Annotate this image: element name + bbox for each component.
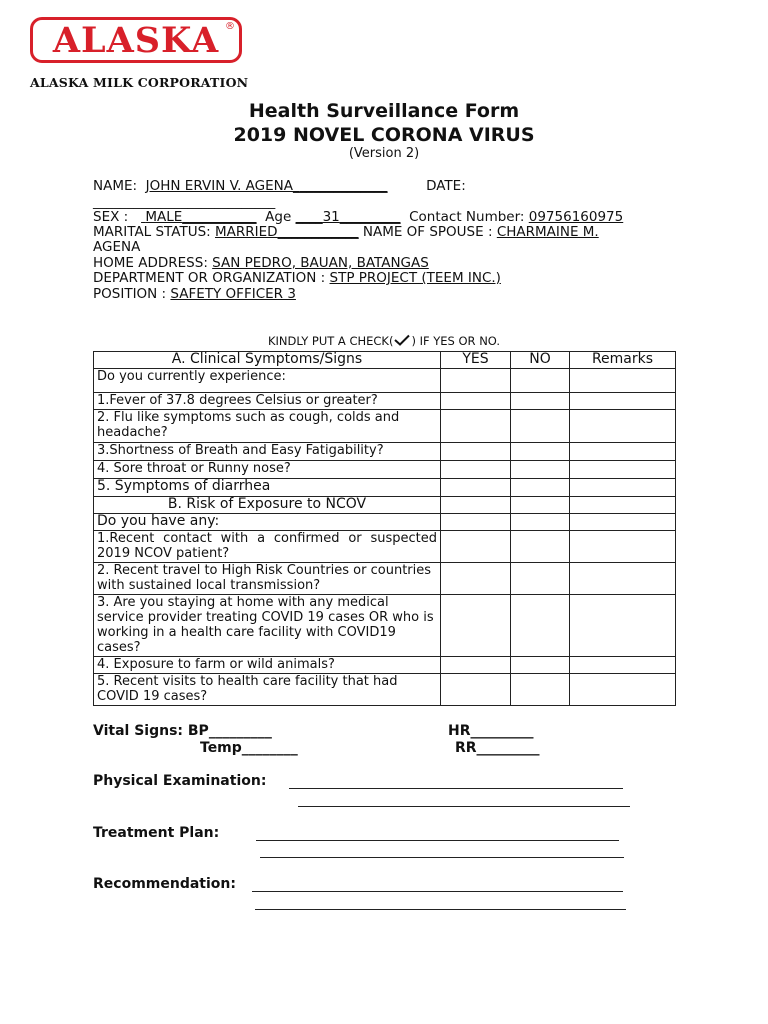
question-text: 4. Sore throat or Runny nose? <box>94 461 441 479</box>
alaska-logo <box>30 17 242 63</box>
position-label: POSITION : <box>93 286 167 302</box>
yes-cell[interactable] <box>441 563 511 595</box>
vital-signs-label: Vital Signs: <box>93 723 184 739</box>
address-field[interactable]: SAN PEDRO, BAUAN, BATANGAS <box>212 255 429 271</box>
question-text: 1.Fever of 37.8 degrees Celsius or greater? <box>94 393 441 410</box>
logo-registered-mark: ® <box>225 21 235 32</box>
yes-cell[interactable] <box>441 443 511 461</box>
age-field[interactable] <box>296 209 401 225</box>
question-text: 4. Exposure to farm or wild animals? <box>94 657 441 674</box>
question-text: 1.Recent contact with a confirmed or suspected 2019 NCOV patient? <box>94 531 441 563</box>
remarks-cell[interactable] <box>570 674 676 706</box>
name-value: JOHN ERVIN V. AGENA <box>145 178 293 194</box>
department-label: DEPARTMENT OR ORGANIZATION : <box>93 270 326 286</box>
name-blank: _____________ <box>299 178 388 194</box>
age-value: 31 <box>322 209 340 225</box>
table-row <box>94 393 676 410</box>
recommendation-line-1[interactable] <box>252 891 623 892</box>
sex-label: SEX : <box>93 209 129 225</box>
no-cell[interactable] <box>511 410 570 443</box>
marital-blank: ____________ <box>277 224 359 240</box>
remarks-cell[interactable] <box>570 410 676 443</box>
marital-label: MARITAL STATUS: <box>93 224 211 240</box>
table-row <box>94 443 676 461</box>
check-instruction <box>0 334 768 348</box>
spouse-field[interactable]: CHARMAINE M. <box>496 224 599 240</box>
remarks-cell[interactable] <box>570 514 676 531</box>
name-field[interactable]: JOHN ERVIN V. AGENA______________ <box>145 178 388 194</box>
table-header-row <box>94 352 676 369</box>
hr-field[interactable]: HR_________ <box>448 723 534 739</box>
form-title: Health Surveillance Form <box>248 100 520 122</box>
date-field[interactable]: ___________________________ <box>93 194 276 210</box>
address-row <box>93 255 429 271</box>
question-text: 5. Symptoms of diarrhea <box>94 479 441 497</box>
section-b-header-row <box>94 497 676 514</box>
recommendation-line-2[interactable] <box>255 909 626 910</box>
no-cell[interactable] <box>511 531 570 563</box>
question-text: Do you currently experience: <box>94 369 441 393</box>
age-pre-blank: ____ <box>295 209 323 225</box>
spouse-field-line2: AGENA <box>93 239 141 255</box>
remarks-cell[interactable] <box>570 531 676 563</box>
form-version: (Version 2) <box>348 146 420 161</box>
yes-cell[interactable] <box>441 514 511 531</box>
sex-blank: __________ <box>189 209 257 225</box>
remarks-cell[interactable] <box>570 595 676 657</box>
physical-exam-label: Physical Examination: <box>93 773 267 789</box>
remarks-cell[interactable] <box>570 369 676 393</box>
physical-exam-line-2[interactable] <box>298 806 630 807</box>
question-text: 2. Recent travel to High Risk Countries or countries with sustained local transmission? <box>94 563 441 595</box>
remarks-cell[interactable] <box>570 563 676 595</box>
question-text: 3. Are you staying at home with any medical service provider treating COVID 19 cases OR who is working in a health care facility with COVID19 cases? <box>94 595 441 657</box>
no-cell[interactable] <box>511 461 570 479</box>
no-cell[interactable] <box>511 479 570 497</box>
no-cell[interactable] <box>511 393 570 410</box>
no-cell[interactable] <box>511 563 570 595</box>
bp-field[interactable]: BP_________ <box>187 723 272 739</box>
table-row <box>94 595 676 657</box>
treatment-plan-line-2[interactable] <box>260 857 624 858</box>
treatment-plan-line-1[interactable] <box>256 840 619 841</box>
sex-age-contact-row <box>93 209 623 225</box>
table-row <box>94 674 676 706</box>
header-symptoms: A. Clinical Symptoms/Signs <box>94 352 441 369</box>
corporation-name: ALASKA MILK CORPORATION <box>30 75 249 90</box>
header-no: NO <box>511 352 570 369</box>
table-row <box>94 514 676 531</box>
checkmark-icon <box>393 334 411 346</box>
header-yes: YES <box>441 352 511 369</box>
contact-field[interactable]: 09756160975 <box>528 209 624 225</box>
sex-value: MALE <box>145 209 183 225</box>
treatment-plan-label: Treatment Plan: <box>93 825 220 841</box>
yes-cell[interactable] <box>441 393 511 410</box>
symptoms-table <box>93 351 676 706</box>
remarks-cell[interactable] <box>570 657 676 674</box>
header-remarks: Remarks <box>570 352 676 369</box>
remarks-cell[interactable] <box>570 443 676 461</box>
check-instruction-after: ) IF YES OR NO. <box>411 334 501 348</box>
position-field[interactable]: SAFETY OFFICER 3 <box>170 286 296 302</box>
vital-signs-row <box>93 723 272 739</box>
physical-exam-line-1[interactable] <box>289 788 623 789</box>
no-cell[interactable] <box>511 514 570 531</box>
logo-brand-text: ALASKA <box>52 19 220 61</box>
marital-field[interactable] <box>215 224 359 240</box>
temp-field[interactable]: Temp________ <box>200 740 298 756</box>
age-post-blank: _________ <box>339 209 401 225</box>
section-b-title: B. Risk of Exposure to NCOV <box>94 497 441 514</box>
contact-label: Contact Number: <box>409 209 525 225</box>
table-row <box>94 563 676 595</box>
yes-cell[interactable] <box>441 674 511 706</box>
department-row <box>93 270 501 286</box>
table-row <box>94 410 676 443</box>
sex-field[interactable]: MALE___________ <box>145 209 257 225</box>
department-field[interactable]: STP PROJECT (TEEM INC.) <box>329 270 501 286</box>
marital-row <box>93 224 599 240</box>
table-row <box>94 461 676 479</box>
remarks-cell[interactable] <box>570 479 676 497</box>
table-row <box>94 369 676 393</box>
age-label: Age <box>265 209 292 225</box>
form-subtitle: 2019 NOVEL CORONA VIRUS <box>233 124 535 146</box>
table-row <box>94 479 676 497</box>
address-label: HOME ADDRESS: <box>93 255 208 271</box>
yes-cell[interactable] <box>441 479 511 497</box>
rr-field[interactable]: RR_________ <box>455 740 540 756</box>
table-row <box>94 531 676 563</box>
question-text: 5. Recent visits to health care facility that had COVID 19 cases? <box>94 674 441 706</box>
yes-cell[interactable] <box>441 410 511 443</box>
no-cell[interactable] <box>511 443 570 461</box>
question-text: 2. Flu like symptoms such as cough, colds and headache? <box>94 410 441 443</box>
position-row <box>93 286 296 302</box>
check-instruction-before: KINDLY PUT A CHECK( <box>267 334 394 348</box>
no-cell[interactable] <box>511 595 570 657</box>
marital-value: MARRIED <box>215 224 278 240</box>
yes-cell[interactable] <box>441 461 511 479</box>
yes-cell[interactable] <box>441 369 511 393</box>
name-row <box>93 178 466 194</box>
yes-cell[interactable] <box>441 531 511 563</box>
remarks-cell[interactable] <box>570 393 676 410</box>
question-text: Do you have any: <box>94 514 441 531</box>
remarks-cell[interactable] <box>570 461 676 479</box>
table-row <box>94 657 676 674</box>
no-cell[interactable] <box>511 369 570 393</box>
no-cell[interactable] <box>511 657 570 674</box>
name-label: NAME: <box>93 178 138 194</box>
spouse-label: NAME OF SPOUSE : <box>362 224 493 240</box>
yes-cell[interactable] <box>441 657 511 674</box>
no-cell[interactable] <box>511 674 570 706</box>
yes-cell[interactable] <box>441 595 511 657</box>
question-text: 3.Shortness of Breath and Easy Fatigability? <box>94 443 441 461</box>
date-label: DATE: <box>426 178 466 194</box>
recommendation-label: Recommendation: <box>93 876 236 892</box>
